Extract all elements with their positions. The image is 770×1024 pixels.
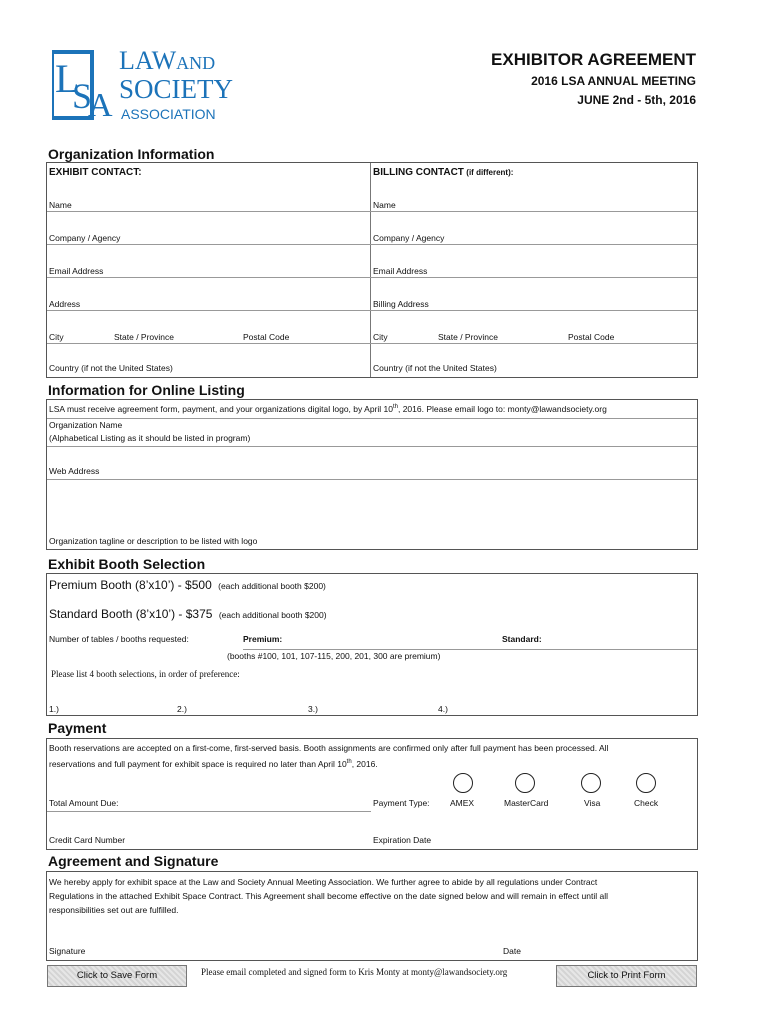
logo-mark xyxy=(52,50,114,120)
agreement-section-title: Agreement and Signature xyxy=(48,853,219,869)
expiration-date-field[interactable]: Expiration Date xyxy=(373,835,432,845)
exhibit-company-field[interactable]: Company / Agency xyxy=(49,233,121,243)
total-amount-field[interactable]: Total Amount Due: xyxy=(49,798,119,808)
agreement-text-1: We hereby apply for exhibit space at the Law and Society Annual Meeting Association. We further agree to abide by all regulations under Contract xyxy=(49,877,598,887)
check-radio[interactable] xyxy=(636,773,656,793)
exhibit-postal-field[interactable]: Postal Code xyxy=(243,332,290,342)
billing-country-field[interactable]: Country (if not the United States) xyxy=(373,363,497,373)
signature-field[interactable]: Signature xyxy=(49,946,86,956)
credit-card-field[interactable]: Credit Card Number xyxy=(49,835,126,845)
print-form-button[interactable]: Click to Print Form xyxy=(556,965,697,987)
preference-2-field[interactable]: 2.) xyxy=(177,704,187,714)
mastercard-radio[interactable] xyxy=(515,773,535,793)
date-field[interactable]: Date xyxy=(503,946,521,956)
billing-email-field[interactable]: Email Address xyxy=(373,266,428,276)
svg-text:L: L xyxy=(55,56,80,101)
standard-booth-option[interactable]: Standard Booth (8’x10’) - $375 (each additional booth $200) xyxy=(49,607,327,621)
billing-address-field[interactable]: Billing Address xyxy=(373,299,429,309)
exhibit-country-field[interactable]: Country (if not the United States) xyxy=(49,363,173,373)
logo-wordmark-association: ASSOCIATION xyxy=(121,106,216,122)
exhibit-city-field[interactable]: City xyxy=(49,332,64,342)
listing-section-title: Information for Online Listing xyxy=(48,382,245,398)
premium-booth-option[interactable]: Premium Booth (8’x10’) - $500 (each additional booth $200) xyxy=(49,578,326,592)
booth-preferences-label: Please list 4 booth selections, in order of preference: xyxy=(51,669,240,679)
payment-terms-2: reservations and full payment for exhibit space is required no later than April 10th, 2016. xyxy=(49,759,378,769)
exhibit-state-field[interactable]: State / Province xyxy=(114,332,175,342)
preference-4-field[interactable]: 4.) xyxy=(438,704,448,714)
premium-count-field[interactable]: Premium: xyxy=(243,634,283,644)
org-name-note: (Alphabetical Listing as it should be listed in program) xyxy=(49,433,251,443)
visa-label: Visa xyxy=(584,798,601,808)
org-name-field[interactable]: Organization Name xyxy=(49,420,123,430)
exhibit-contact-heading: EXHIBIT CONTACT: xyxy=(49,167,142,178)
tables-requested-label: Number of tables / booths requested: xyxy=(49,634,189,644)
billing-name-field[interactable]: Name xyxy=(373,200,396,210)
billing-state-field[interactable]: State / Province xyxy=(438,332,499,342)
booth-section-title: Exhibit Booth Selection xyxy=(48,556,206,572)
preference-1-field[interactable]: 1.) xyxy=(49,704,59,714)
agreement-text-2: Regulations in the attached Exhibit Space Contract. This Agreement shall become effective on the date signed below and will remain in effect until all xyxy=(49,891,608,901)
amex-radio[interactable] xyxy=(453,773,473,793)
billing-city-field[interactable]: City xyxy=(373,332,388,342)
visa-radio[interactable] xyxy=(581,773,601,793)
amex-label: AMEX xyxy=(450,798,475,808)
payment-type-label: Payment Type: xyxy=(373,798,430,808)
svg-text:A: A xyxy=(88,87,113,120)
page-subtitle: 2016 LSA ANNUAL MEETING xyxy=(531,74,696,88)
tagline-field[interactable]: Organization tagline or description to be listed with logo xyxy=(49,536,258,546)
payment-terms-1: Booth reservations are accepted on a first-come, first-served basis. Booth assignments are confirmed only after full payment has been processed. All xyxy=(49,743,609,753)
email-instructions: Please email completed and signed form to Kris Monty at monty@lawandsociety.org xyxy=(201,967,508,977)
standard-count-field[interactable]: Standard: xyxy=(502,634,542,644)
payment-box xyxy=(46,738,698,850)
logo-wordmark-society: SOCIETY xyxy=(119,74,233,104)
listing-box xyxy=(46,399,698,550)
web-address-field[interactable]: Web Address xyxy=(49,466,100,476)
exhibit-name-field[interactable]: Name xyxy=(49,200,72,210)
exhibit-email-field[interactable]: Email Address xyxy=(49,266,104,276)
meeting-dates: JUNE 2nd - 5th, 2016 xyxy=(577,93,696,107)
check-label: Check xyxy=(634,798,659,808)
billing-postal-field[interactable]: Postal Code xyxy=(568,332,615,342)
listing-notice: LSA must receive agreement form, payment, and your organizations digital logo, by April 10th, 2016. Please email logo to: monty@lawandsociety.org xyxy=(49,404,607,414)
logo-wordmark-law: LAWAND xyxy=(119,46,216,75)
preference-3-field[interactable]: 3.) xyxy=(308,704,318,714)
mastercard-label: MasterCard xyxy=(504,798,549,808)
org-box xyxy=(46,162,698,378)
billing-contact-heading: BILLING CONTACT (if different): xyxy=(373,167,514,178)
save-form-button[interactable]: Click to Save Form xyxy=(47,965,187,987)
exhibit-address-field[interactable]: Address xyxy=(49,299,81,309)
svg-text:S: S xyxy=(72,76,93,116)
billing-company-field[interactable]: Company / Agency xyxy=(373,233,445,243)
page-title: EXHIBITOR AGREEMENT xyxy=(491,50,696,69)
payment-section-title: Payment xyxy=(48,720,107,736)
org-section-title: Organization Information xyxy=(48,146,215,162)
booth-box xyxy=(46,573,698,716)
agreement-box xyxy=(46,871,698,961)
premium-booth-list: (booths #100, 101, 107-115, 200, 201, 300 are premium) xyxy=(227,651,441,661)
agreement-text-3: responsibilities set out are fulfilled. xyxy=(49,905,179,915)
